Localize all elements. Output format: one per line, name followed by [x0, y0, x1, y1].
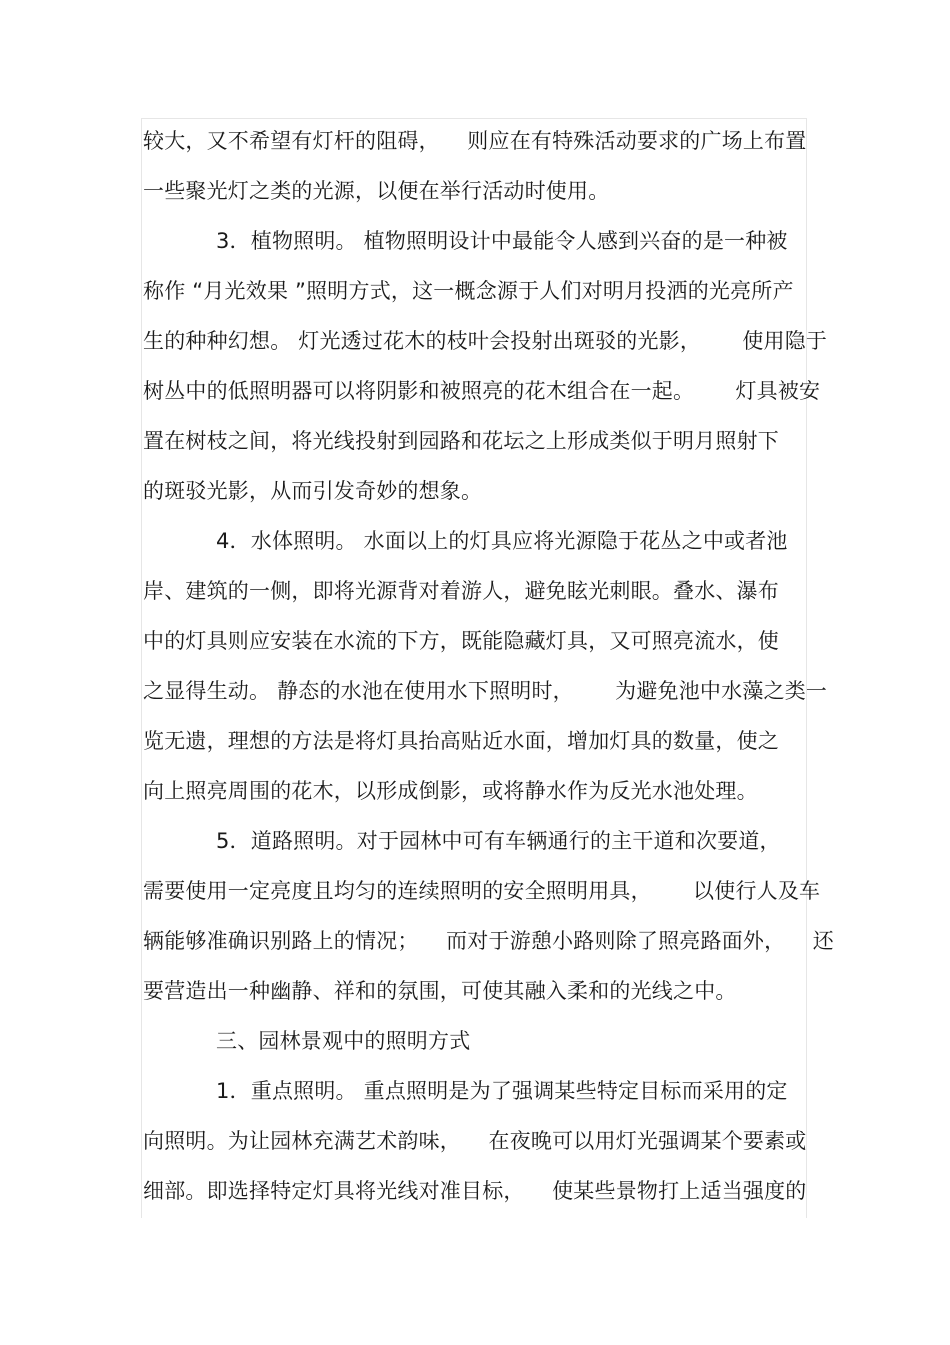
text-line: 之显得生动。 静态的水池在使用水下照明时， 为避免池中水藻之类一: [143, 679, 828, 703]
chapter-heading-lighting-methods: 三、园林景观中的照明方式: [216, 1029, 471, 1053]
text-line: 的斑驳光影，从而引发奇妙的想象。: [143, 479, 483, 503]
text-line: 向照明。为让园林充满艺术韵味， 在夜晚可以用灯光强调某个要素或: [143, 1129, 807, 1153]
text-line: 树丛中的低照明器可以将阴影和被照亮的花木组合在一起。 灯具被安: [143, 379, 821, 403]
text-line: 要营造出一种幽静、祥和的氛围，可使其融入柔和的光线之中。: [143, 979, 737, 1003]
text-line: 一些聚光灯之类的光源，以便在举行活动时使用。: [143, 179, 610, 203]
text-line: 置在树枝之间，将光线投射到园路和花坛之上形成类似于明月照射下: [143, 429, 779, 453]
section-heading-road-lighting: 5．道路照明。对于园林中可有车辆通行的主干道和次要道，: [216, 829, 781, 853]
text-line: 较大，又不希望有灯杆的阻碍， 则应在有特殊活动要求的广场上布置: [143, 129, 807, 153]
text-line: 览无遗，理想的方法是将灯具抬高贴近水面，增加灯具的数量，使之: [143, 729, 779, 753]
text-line: 需要使用一定亮度且均匀的连续照明的安全照明用具， 以使行人及车: [143, 879, 821, 903]
text-line: 称作 “月光效果 ”照明方式，这一概念源于人们对明月投洒的光亮所产: [143, 279, 794, 303]
section-heading-plant-lighting: 3．植物照明。 植物照明设计中最能令人感到兴奋的是一种被: [216, 229, 788, 253]
text-line: 辆能够准确识别路上的情况； 而对于游憩小路则除了照亮路面外， 还: [143, 929, 834, 953]
text-line: 岸、建筑的一侧，即将光源背对着游人，避免眩光刺眼。叠水、瀑布: [143, 579, 779, 603]
text-line: 生的种种幻想。 灯光透过花木的枝叶会投射出斑驳的光影， 使用隐于: [143, 329, 828, 353]
text-line: 向上照亮周围的花木，以形成倒影，或将静水作为反光水池处理。: [143, 779, 758, 803]
section-heading-accent-lighting: 1．重点照明。 重点照明是为了强调某些特定目标而采用的定: [216, 1079, 788, 1103]
text-line: 细部。即选择特定灯具将光线对准目标， 使某些景物打上适当强度的: [143, 1179, 807, 1203]
text-line: 中的灯具则应安装在水流的下方，既能隐藏灯具，又可照亮流水，使: [143, 629, 779, 653]
section-heading-water-lighting: 4．水体照明。 水面以上的灯具应将光源隐于花丛之中或者池: [216, 529, 788, 553]
